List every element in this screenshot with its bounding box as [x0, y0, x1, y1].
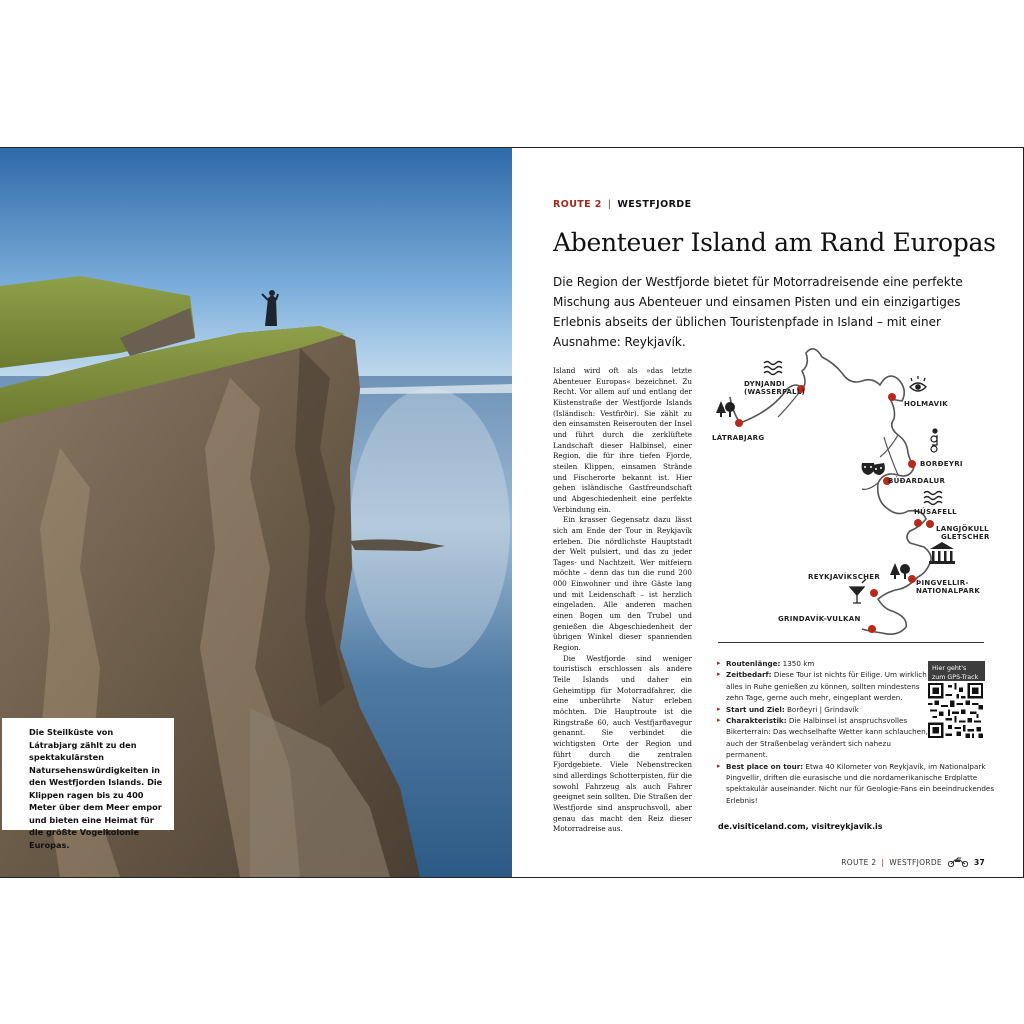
map-label-budardalur: BÚÐARDALUR: [888, 477, 946, 485]
info-divider: [718, 642, 984, 643]
info-label: Best place on tour:: [726, 761, 804, 771]
info-value: Diese Tour ist nichts für Eilige. Um wirklich alles in Ruhe genießen zu können, sollten mindestens zehn Tage, gerne auch mehr, eingeplant werden.: [726, 670, 927, 703]
waves-icon: [924, 492, 942, 505]
body-text: [553, 366, 692, 835]
map-label-latrabjarg: LÁTRABJARG: [712, 434, 765, 442]
route-kicker: [553, 199, 692, 210]
temple-icon: [929, 542, 955, 564]
map-marker: [908, 460, 916, 468]
map-label-grindavik: GRINDAVÍK-VULKAN: [778, 615, 861, 623]
book-spread: [0, 147, 1024, 878]
kicker-route: ROUTE 2: [553, 199, 602, 210]
map-marker: [908, 575, 916, 583]
trees-icon: [890, 563, 910, 579]
info-label: Start und Ziel:: [726, 704, 785, 714]
map-label-thingvellir: ÞINGVELLIR-NATIONALPARK: [916, 579, 981, 595]
map-marker: [870, 589, 878, 597]
map-label-bordeyri: BORÐEYRI: [920, 460, 963, 468]
footer-route: ROUTE 2: [841, 857, 877, 867]
gps-label: [928, 661, 985, 681]
theater-masks-icon: [862, 463, 885, 475]
info-value: Etwa 40 Kilometer von Reykjavík, im Nationalpark Þingvellir, driften die eurasische und die nordamerikanische Erdplatte spektakulär auseinander. Nicht nur für Geologie-Fans ein beeindruckendes Erlebnis!: [726, 761, 995, 805]
info-value: Borðeyri | Grindavík: [784, 704, 859, 714]
info-row: [718, 658, 928, 669]
gps-label-line: Hier geht's: [932, 665, 967, 672]
footer-separator: |: [881, 857, 885, 867]
gps-track-box[interactable]: [928, 661, 985, 746]
info-label: Charakteristik:: [726, 716, 787, 726]
map-label-reykjavik: REYKJAVÍKSCHER: [808, 573, 881, 581]
info-row: [718, 669, 928, 703]
motorcycle-icon: [931, 429, 937, 452]
website-links[interactable]: de.visiticeland.com, visitreykjavik.is: [718, 822, 883, 831]
route-map: [712, 341, 992, 641]
info-label: Zeitbedarf:: [726, 670, 772, 680]
body-paragraph: Ein krasser Gegensatz dazu lässt sich am Ende der Tour in Reykjavík erleben. Die nördlichste Hauptstadt der Welt pulsiert, und das zu jeder Tages- und Nachtzeit. Wer mitfeiern möchte – denn das tun die rund 200 000 Einwohner und ihre Gäste lang und mit Leidenschaft – ist herzlich eingeladen. Alle anderen machen einen Bogen um den Trubel und genießen die Abgeschiedenheit der übrigen Winkel dieser spannenden Region.: [553, 515, 692, 653]
info-row: [718, 704, 928, 715]
map-marker: [926, 520, 934, 528]
waves-icon: [764, 362, 782, 375]
kicker-separator: |: [607, 199, 612, 210]
text-page: [512, 148, 1024, 877]
map-label-holmavik: HOLMAVIK: [904, 400, 949, 408]
body-paragraph: Die Westfjorde sind weniger touristisch erschlossen als andere Teile Islands und daher ein Geheimtipp für Motorradfahrer, die eine unberührte Natur erleben möchten. Die Hauptroute ist die Ringstraße 60, auch Vestfjarðavegur genannt. Sie verbindet die wichtigsten Orte der Region und führt durch die zentralen Fjordgebiete. Viele Nebenstrecken sind allerdings Schotterpisten, für die sowohl Fahrzeug als auch Fahrer geeignet sein sollten. Die Straßen der Westfjorde sind anspruchsvoll, aber genau das macht den Reiz dieser Motorradreise aus.: [553, 653, 692, 834]
map-marker: [888, 393, 896, 401]
photo-caption: Die Steilküste von Látrabjarg zählt zu den spektakulärsten Natursehenswürdigkeiten in den Westfjorden Islands. Die Klippen ragen bis zu 400 Meter über dem Meer empor und bieten eine Heimat für die größte Vogelkolonie Europas.: [2, 718, 174, 830]
cliff-photo: [0, 148, 512, 877]
page-footer: [841, 857, 985, 867]
map-marker: [868, 625, 876, 633]
cocktail-icon: [850, 579, 866, 603]
qr-code-icon[interactable]: [928, 683, 983, 738]
kicker-region: WESTFJORDE: [617, 199, 692, 210]
info-value: 1350 km: [780, 659, 815, 668]
map-marker: [735, 419, 743, 427]
map-label-husafell: HÚSAFELL: [914, 508, 957, 516]
body-paragraph: Island wird oft als »das letzte Abenteuer Europas« bezeichnet. Zu Recht. Vor allem auf und entlang der Küstenstraße der Westfjorde Islands (Isländisch: Vestfirðir). Sie zählt zu den einsamsten Reiserouten der Insel und führt durch die zerklüftete Landschaft dieser Halbinsel, einer Region, die für ihre tiefen Fjorde, steilen Klippen, einsamen Strände und Fischerorte bekannt ist. Hier gehen isländische Gastfreundschaft und Abgeschiedenheit eine perfekte Verbindung ein.: [553, 366, 692, 514]
page-number: 37: [973, 857, 985, 867]
map-label-dynjandi: DYNJANDI (WASSERFALL): [744, 380, 806, 396]
motorcycle-icon: [947, 857, 969, 867]
info-row: [718, 761, 996, 807]
page-title: Abenteuer Island am Rand Europas: [553, 228, 996, 257]
map-label-langjokull: LANGJÖKULL GLETSCHER: [936, 525, 990, 541]
trees-icon: [716, 401, 735, 417]
eye-icon: [910, 376, 926, 391]
footer-region: WESTFJORDE: [889, 857, 942, 867]
info-label: Routenlänge:: [726, 659, 781, 668]
gps-label-line: zum GPS-Track: [932, 674, 979, 681]
lead-paragraph: Die Region der Westfjorde bietet für Motorradreisende eine perfekte Mischung aus Abenteuer und einsamen Pisten und ein einzigartiges Erlebnis abseits der üblichen Touristenpfade in Island – mit einer Ausnahme: Reykjavík.: [553, 275, 963, 349]
info-row: [718, 715, 928, 761]
info-value: Die Halbinsel ist anspruchsvolles Bikerterrain: Das wechselhafte Wetter kann schlauchen, auch der Straßenbelag verändert sich nahezu permanent.: [726, 716, 928, 760]
map-marker: [914, 519, 922, 527]
